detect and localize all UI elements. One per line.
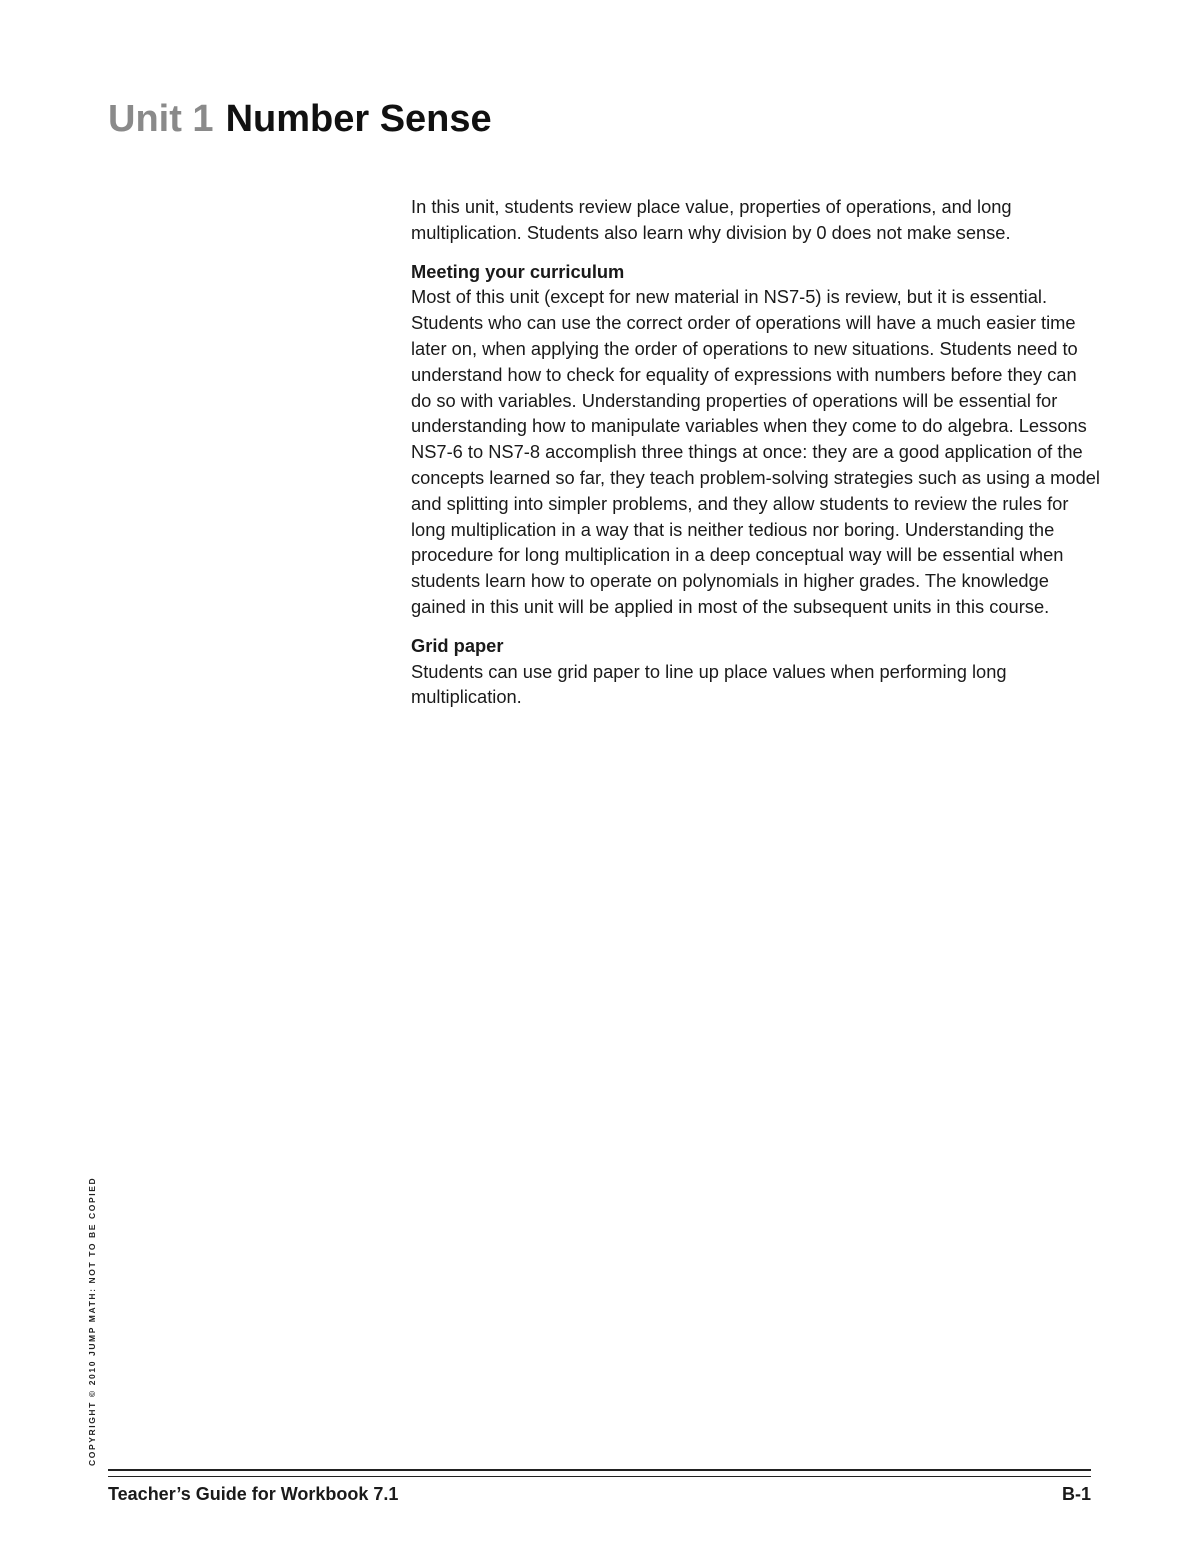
section-heading-grid-paper: Grid paper [411,634,504,656]
section-body-curriculum: Most of this unit (except for new material in NS7-5) is review, but it is essential. Students who can use the correct order of operations will have a much easier time later on, when applying the order of operations to new situations. Students need to understand how to check for equality of expressions with numbers before they can do so with variables. Understanding properties of operations will be essential for understanding how to manipulate variables when they come to do algebra. Lessons NS7-6 to NS7-8 accomplish three things at once: they are a good application of the concepts learned so far, they teach problem-solving strategies such as using a model and splitting into simpler problems, and they allow students to review the rules for long multiplication in a way that is neither tedious nor boring. Understanding the procedure for long multiplication in a deep conceptual way will be essential when students learn how to operate on polynomials in higher grades. The knowledge gained in this unit will be applied in most of the subsequent units in this course. [411,286,1100,617]
unit-title: Number Sense [225,98,492,140]
copyright-notice: COPYRIGHT © 2010 JUMP MATH: NOT TO BE COPIED [87,1176,97,1466]
page-title [108,96,492,142]
section-heading-curriculum: Meeting your curriculum [411,260,625,282]
main-content [411,194,1101,723]
intro-paragraph: In this unit, students review place value, properties of operations, and long multiplication. Students also learn why division by 0 does not make sense. [411,196,1012,243]
footer-page-number: B-1 [1061,1484,1091,1504]
footer-divider-thin [108,1476,1091,1477]
section-body-grid-paper: Students can use grid paper to line up place values when performing long multiplication. [411,660,1007,708]
footer-divider-thick [108,1469,1091,1471]
footer-book-title: Teacher’s Guide for Workbook 7.1 [108,1484,399,1504]
unit-label: Unit 1 [108,98,214,140]
